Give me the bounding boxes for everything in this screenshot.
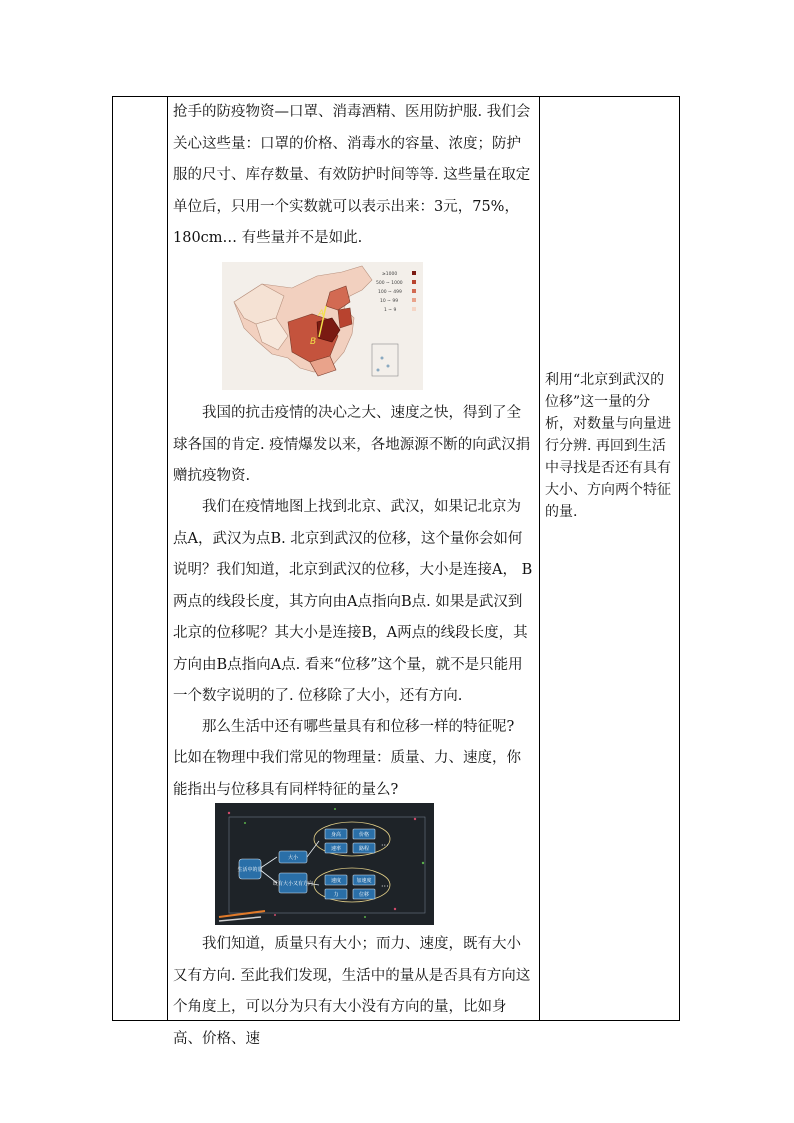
board-size-item: 身高	[330, 832, 342, 838]
paragraph-fight-epidemic: 我国的抗击疫情的决心之大、速度之快，得到了全球各国的肯定. 疫情爆发以来，各地源源不断的向武汉捐赠抗疫物资.	[173, 405, 531, 484]
paragraph-question: 那么生活中还有哪些量具有和位移一样的特征呢?	[202, 719, 515, 735]
paragraph-physics: 比如在物理中我们常见的物理量：质量、力、速度，你能指出与位移具有同样特征的量么?	[173, 750, 521, 798]
blackboard-diagram	[215, 803, 434, 925]
board-ellipsis: ···	[381, 841, 389, 850]
map-label-a: A	[318, 309, 325, 319]
paragraph-displacement: 我们在疫情地图上找到北京、武汉，如果记北京为点A，武汉为点B. 北京到武汉的位移，这个量你会如何说明？我们知道，北京到武汉的位移，大小是连接A， B两点的线段长度，其方向由A点指向B点. 如果是武汉到北京的位移呢？其大小是连接B，A两点的线段长度，其方向由B点指向A点. 看来“位移”这个量，就不是只能用一个数字说明的了. 位移除了大小，还有方向.	[173, 499, 533, 704]
paragraph-supplies: 抢手的防疫物资—口罩、消毒酒精、医用防护服. 我们会关心这些量：口罩的价格、消毒水的容量、浓度；防护服的尺寸、库存数量、有效防护时间等等. 这些量在取定单位后，只用一个实数就可以表示出来：3元，75%，180cm… 有些量并不是如此.	[173, 104, 531, 246]
teaching-intent-note: 利用“北京到武汉的位移”这一量的分析，对数量与向量进行分辨. 再回到生活中寻找是否还有具有大小、方向两个特征的量.	[545, 372, 671, 520]
board-root-label: 生活中的量	[237, 867, 263, 873]
board-both-item: 速度	[330, 878, 342, 884]
column-divider-left	[167, 97, 168, 1020]
quantity-classification-image	[215, 803, 434, 925]
board-ellipsis: ···	[381, 882, 389, 891]
board-both-item: 加速度	[356, 878, 372, 884]
board-both-item: 位移	[358, 892, 370, 898]
legend-item: ≥1000	[382, 272, 398, 277]
china-map-image	[222, 262, 423, 390]
board-size-item: 速率	[330, 846, 342, 852]
paragraph-conclusion: 我们知道，质量只有大小；而力、速度，既有大小又有方向. 至此我们发现，生活中的量从是否具有方向这个角度上，可以分为只有大小没有方向的量，比如身高、价格、速	[173, 936, 531, 1047]
column-divider-right	[539, 97, 540, 1020]
legend-item: 1 ~ 9	[384, 308, 397, 313]
map-label-b: B	[310, 337, 317, 347]
board-branch-size: 大小	[287, 855, 299, 861]
board-branch-both: 既有大小又有方向	[272, 881, 314, 887]
legend-item: 500 ~ 1000	[376, 281, 403, 286]
epidemic-map-figure	[222, 262, 423, 390]
legend-item: 10 ~ 99	[380, 299, 399, 304]
legend-item: 100 ~ 499	[378, 290, 402, 295]
board-size-item: 价格	[358, 832, 370, 838]
board-size-item: 路程	[358, 846, 370, 852]
board-both-item: 力	[333, 892, 339, 898]
